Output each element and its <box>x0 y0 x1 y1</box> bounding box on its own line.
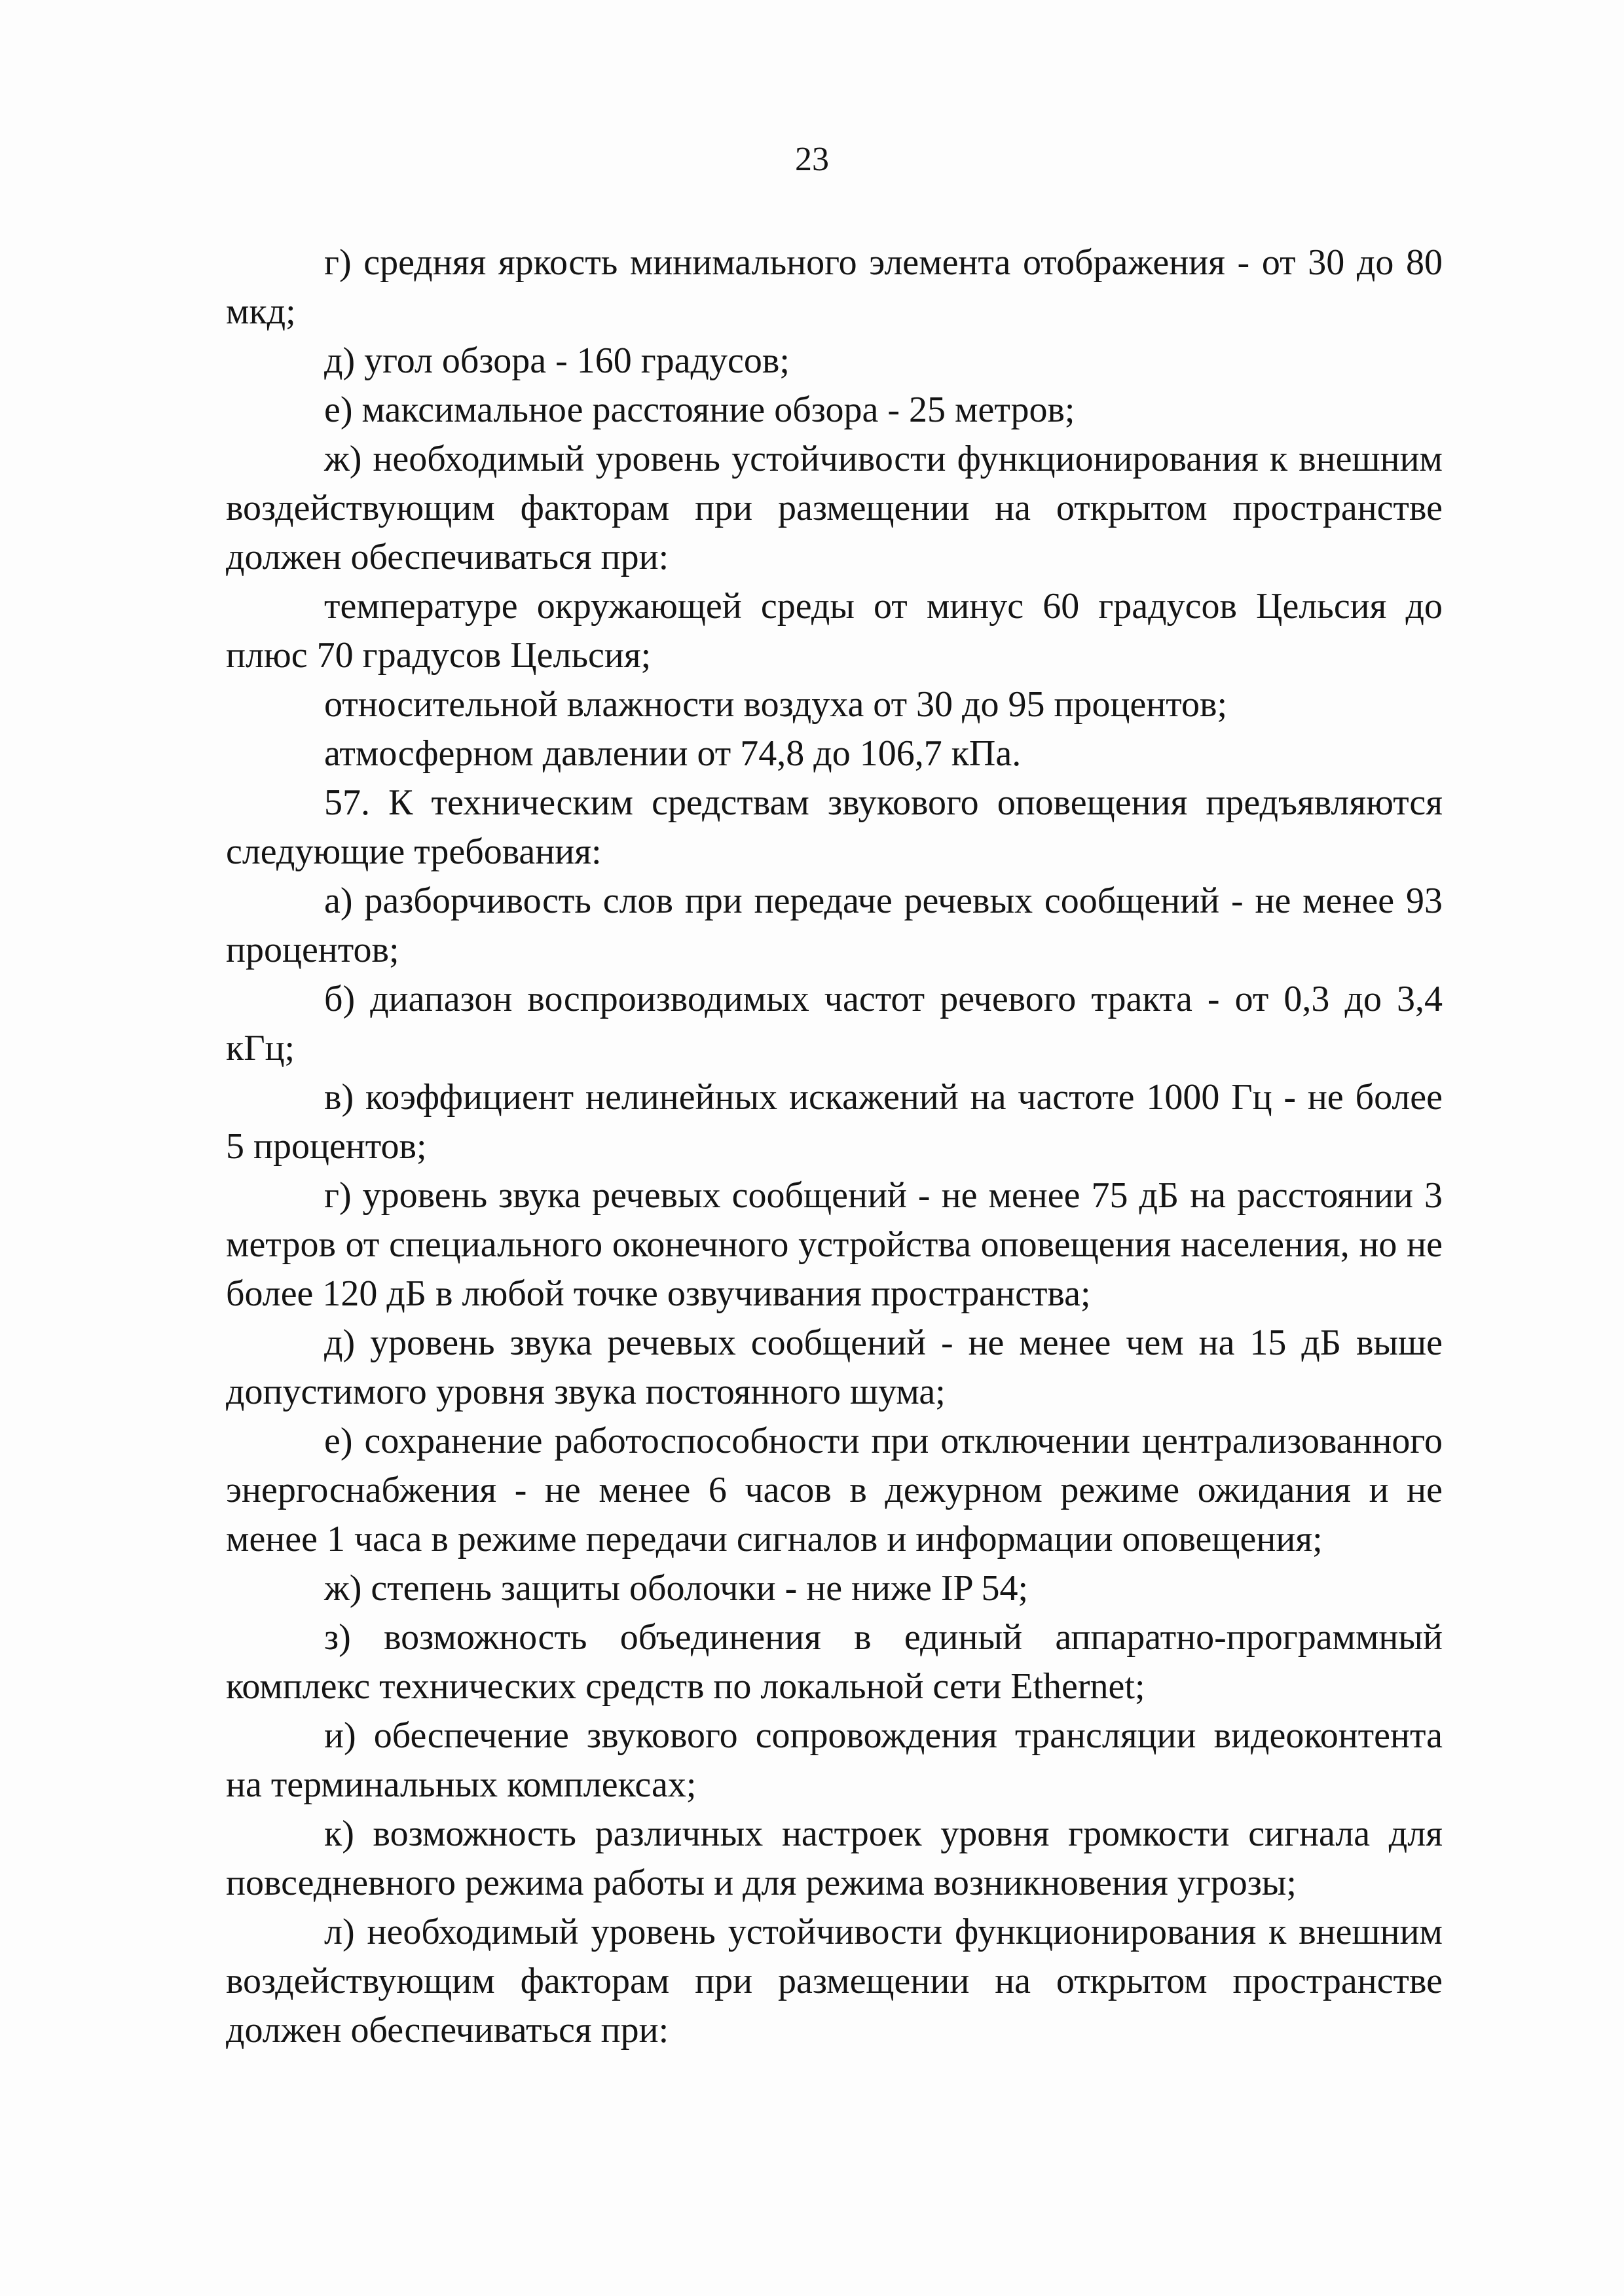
paragraph-sound-level: г) уровень звука речевых сообщений - не менее 75 дБ на расстоянии 3 метров от специального оконечного устройства оповещения населения, но не более 120 дБ в любой точке озвучивания пространства; <box>226 1175 1443 1314</box>
paragraph-viewing-angle: д) угол обзора - 160 градусов; <box>324 340 790 381</box>
paragraph-intelligibility: а) разборчивость слов при передаче речевых сообщений - не менее 93 процентов; <box>226 881 1443 970</box>
paragraph-power-outage: е) сохранение работоспособности при отключении централизованного энергоснабжения - не менее 6 часов в дежурном режиме ожидания и не менее 1 часа в режиме передачи сигналов и информации оповещения; <box>226 1421 1443 1559</box>
paragraph-sound-above-noise: д) уровень звука речевых сообщений - не менее чем на 15 дБ выше допустимого уровня звука постоянного шума; <box>226 1322 1443 1412</box>
paragraph-protection-rating: ж) степень защиты оболочки - не ниже IP 54; <box>324 1568 1029 1609</box>
page-number: 23 <box>795 141 829 178</box>
paragraph-volume-settings: к) возможность различных настроек уровня громкости сигнала для повседневного режима работы и для режима возникновения угрозы; <box>226 1813 1443 1903</box>
paragraph-brightness: г) средняя яркость минимального элемента отображения - от 30 до 80 мкд; <box>226 242 1443 332</box>
paragraph-stability-display: ж) необходимый уровень устойчивости функционирования к внешним воздействующим факторам при размещении на открытом пространстве должен обеспечиваться при: <box>226 439 1443 577</box>
paragraph-stability-audio: л) необходимый уровень устойчивости функционирования к внешним воздействующим факторам при размещении на открытом пространстве должен обеспечиваться при: <box>226 1912 1443 2050</box>
paragraph-pressure: атмосферном давлении от 74,8 до 106,7 кПа. <box>324 733 1022 774</box>
paragraph-video-sound: и) обеспечение звукового сопровождения трансляции видеоконтента на терминальных комплексах; <box>226 1715 1443 1805</box>
paragraph-frequency-range: б) диапазон воспроизводимых частот речевого тракта - от 0,3 до 3,4 кГц; <box>226 979 1443 1068</box>
paragraph-humidity: относительной влажности воздуха от 30 до 95 процентов; <box>324 684 1228 725</box>
paragraph-distortion: в) коэффициент нелинейных искажений на частоте 1000 Гц - не более 5 процентов; <box>226 1077 1443 1167</box>
paragraph-ethernet: з) возможность объединения в единый аппаратно-программный комплекс технических средств по локальной сети Ethernet; <box>226 1617 1443 1707</box>
paragraph-section-57: 57. К техническим средствам звукового оповещения предъявляются следующие требования: <box>226 782 1443 872</box>
paragraph-viewing-distance: е) максимальное расстояние обзора - 25 метров; <box>324 390 1075 430</box>
paragraph-temperature: температуре окружающей среды от минус 60 градусов Цельсия до плюс 70 градусов Цельсия; <box>226 586 1443 676</box>
document-body <box>226 238 1443 2055</box>
